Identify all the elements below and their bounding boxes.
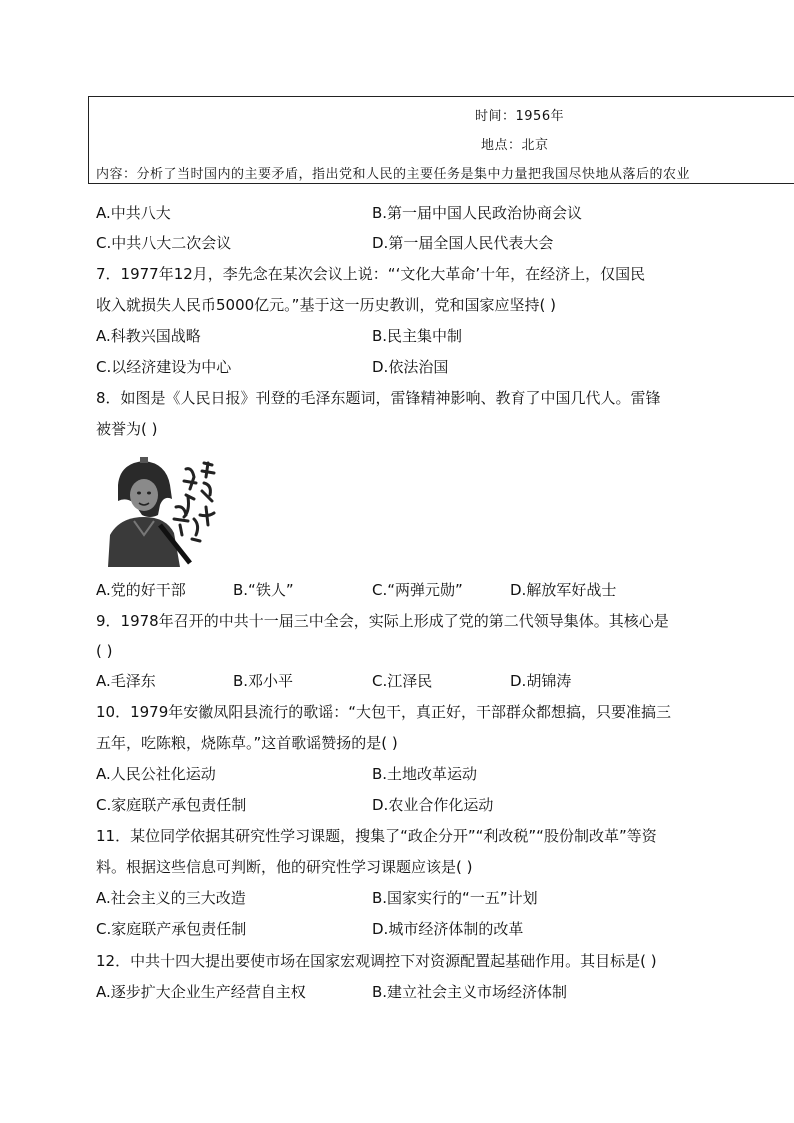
q10-option-a: A.人民公社化运动 (96, 765, 216, 783)
q10-stem-line2: 五年，吃陈粮，烧陈草。”这首歌谣赞扬的是( ) (96, 734, 398, 752)
q8-option-a: A.党的好干部 (96, 581, 186, 599)
info-content: 内容：分析了当时国内的主要矛盾，指出党和人民的主要任务是集中力量把我国尽快地从落后的农业 (96, 167, 691, 182)
info-place: 地点：北京 (481, 138, 549, 153)
q10-option-b: B.土地改革运动 (372, 765, 478, 783)
info-box (88, 96, 794, 184)
q11-option-b: B.国家实行的“一五”计划 (372, 889, 538, 907)
q7-option-a: A.科教兴国战略 (96, 327, 201, 345)
info-time: 时间：1956年 (475, 109, 565, 124)
q11-stem-line1: 11．某位同学依据其研究性学习课题，搜集了“政企分开”“利改税”“股份制改革”等资 (96, 827, 657, 845)
q12-option-b: B.建立社会主义市场经济体制 (372, 983, 568, 1001)
q9-stem-line1: 9．1978年召开的中共十一届三中全会，实际上形成了党的第二代领导集体。其核心是 (96, 612, 669, 630)
q9-option-c: C.江泽民 (372, 672, 433, 690)
q11-option-a: A.社会主义的三大改造 (96, 889, 246, 907)
q10-stem-line1: 10．1979年安徽凤阳县流行的歌谣：“大包干，真正好，干部群众都想搞，只要准搞三 (96, 703, 672, 721)
q11-option-c: C.家庭联产承包责任制 (96, 920, 247, 938)
q11-option-d: D.城市经济体制的改革 (372, 920, 524, 938)
q9-option-b: B.邓小平 (233, 672, 294, 690)
q8-stem-line1: 8．如图是《人民日报》刊登的毛泽东题词，雷锋精神影响、教育了中国几代人。雷锋 (96, 389, 661, 407)
q7-stem-line1: 7．1977年12月，李先念在某次会议上说：“‘文化大革命’十年，在经济上，仅国民 (96, 265, 646, 283)
q9-option-a: A.毛泽东 (96, 672, 156, 690)
q12-stem-line1: 12．中共十四大提出要使市场在国家宏观调控下对资源配置起基础作用。其目标是( ) (96, 952, 657, 970)
q9-stem-line2: ( ) (96, 642, 113, 660)
q11-stem-line2: 料。根据这些信息可判断，他的研究性学习课题应该是( ) (96, 858, 473, 876)
lei-feng-portrait-image (100, 455, 220, 567)
q6-option-c: C.中共八大二次会议 (96, 234, 232, 252)
q8-option-b: B.“铁人” (233, 581, 294, 599)
q6-option-d: D.第一届全国人民代表大会 (372, 234, 554, 252)
q6-option-a: A.中共八大 (96, 204, 171, 222)
lei-feng-photo (100, 455, 220, 567)
q8-option-d: D.解放军好战士 (510, 581, 617, 599)
q7-stem-line2: 收入就损失人民币5000亿元。”基于这一历史教训，党和国家应坚持( ) (96, 296, 556, 314)
q7-option-b: B.民主集中制 (372, 327, 463, 345)
q12-option-a: A.逐步扩大企业生产经营自主权 (96, 983, 306, 1001)
q8-option-c: C.“两弹元勋” (372, 581, 463, 599)
q10-option-c: C.家庭联产承包责任制 (96, 796, 247, 814)
q7-option-c: C.以经济建设为中心 (96, 358, 232, 376)
q9-option-d: D.胡锦涛 (510, 672, 572, 690)
q8-stem-line2: 被誉为( ) (96, 420, 158, 438)
q10-option-d: D.农业合作化运动 (372, 796, 494, 814)
q7-option-d: D.依法治国 (372, 358, 449, 376)
q6-option-b: B.第一届中国人民政治协商会议 (372, 204, 583, 222)
